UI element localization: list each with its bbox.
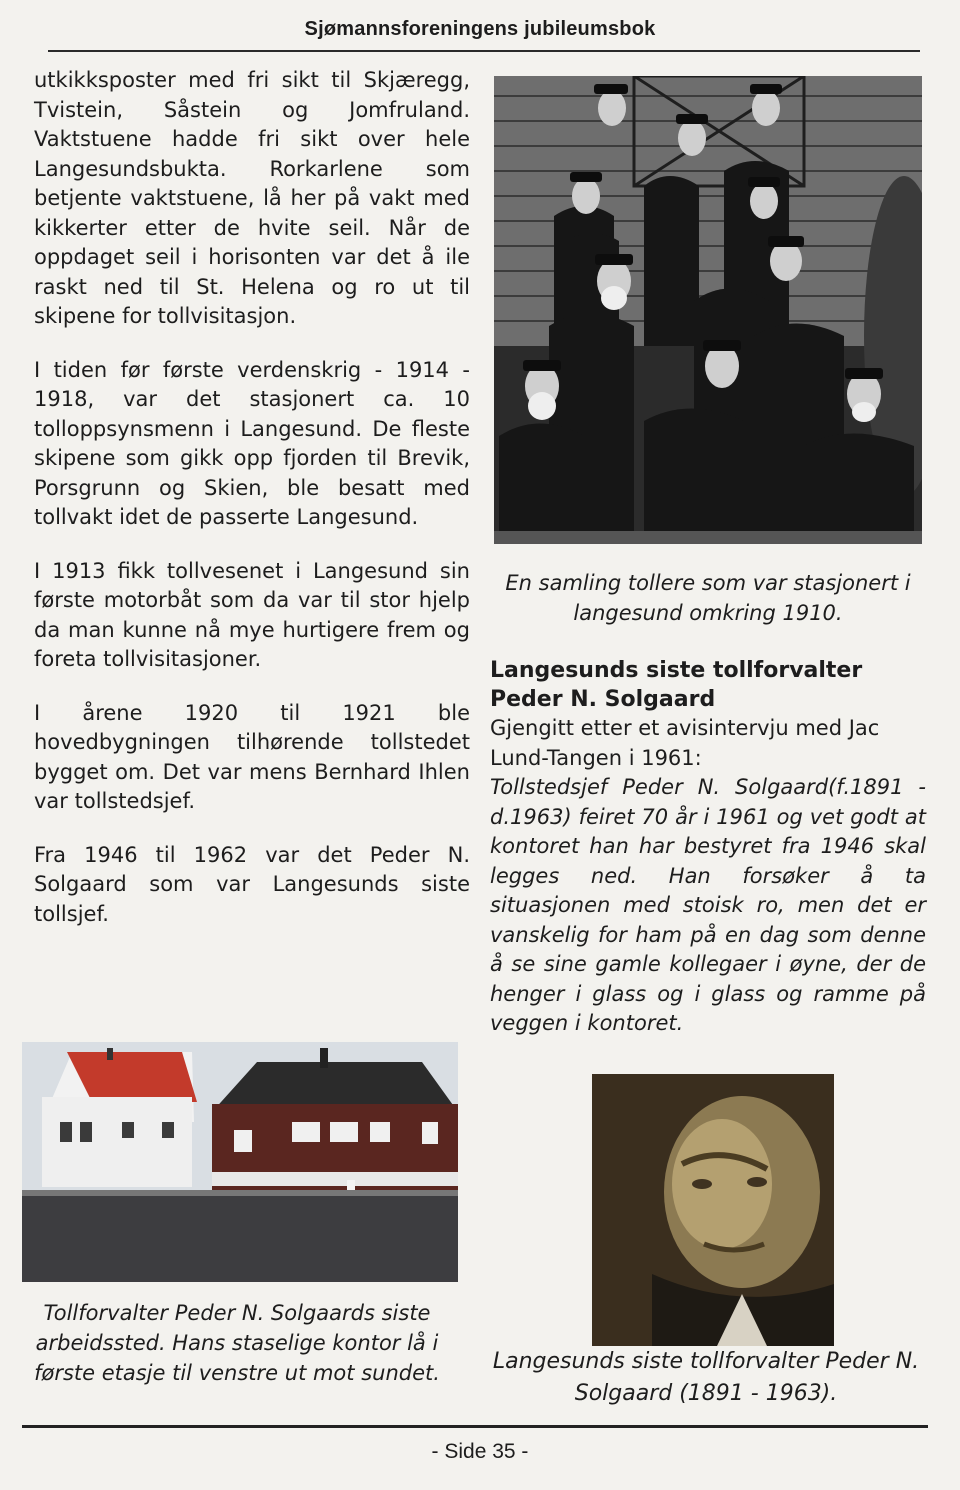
paragraph: I tiden før første verdenskrig - 1914 - 1918, var det stasjonert ca. 10 tolloppsynsmenn i Langesund. De fleste skipene som gikk opp fjorden til Brevik, Porsgrunn og Skien, ble besatt med tollvakt idet de passerte Langesund. — [34, 357, 470, 529]
portrait-photo-caption: Langesunds siste tollforvalter Peder N. Solgaard (1891 - 1963). — [492, 1349, 920, 1406]
footer-rule — [22, 1425, 928, 1428]
group-photo-caption: En samling tollere som var stasjonert i langesund omkring 1910. — [505, 571, 911, 625]
page-number: - Side 35 - — [431, 1440, 529, 1463]
paragraph: utkikksposter med fri sikt til Skjæregg, Tvistein, Såstein og Jomfruland. Vaktstuene hadde fri sikt over hele Langesundsbukta. Rorkarlene som betjente vaktstuene, lå her på vakt med kikkerter etter de hvite seil. Når de oppdaget seil i horisonten var det å ile raskt ned til St. Helena og ro ut til skipene for tollvisitasjon. — [34, 68, 470, 328]
right-column — [490, 656, 926, 1039]
header-rule — [48, 50, 920, 52]
running-header: Sjømannsforeningens jubileumsbok — [304, 18, 656, 40]
portrait-photo — [592, 1074, 834, 1346]
building-photo-caption: Tollforvalter Peder N. Solgaards siste arbeidssted. Hans staselige kontor lå i første etasje til venstre ut mot sundet. — [34, 1301, 440, 1385]
group-photo — [494, 76, 922, 544]
building-photo — [22, 1042, 458, 1282]
paragraph: I 1913 fikk tollvesenet i Langesund sin første motorbåt som da var til stor hjelp da man kunne nå mye hurtigere frem og foreta tollvisitasjoner. — [34, 558, 470, 671]
left-column — [34, 66, 470, 953]
section-heading: Langesunds siste tollforvalter Peder N. Solgaard — [490, 658, 863, 712]
paragraph: I årene 1920 til 1921 ble hovedbygningen tilhørende tollstedet bygget om. Det var mens Bernhard Ihlen var tollstedsjef. — [34, 700, 470, 813]
interview-quote: Tollstedsjef Peder N. Solgaard(f.1891 - d.1963) feiret 70 år i 1961 og vet godt at kontoret han har bestyret fra 1946 skal legges ned. Han forsøker å ta situasjonen med stoisk ro, men det er vanskelig for ham på en dag som denne å se sine gamle kollegaer i øyne, der de henger i glass og i glass og ramme på veggen i kontoret. — [490, 775, 926, 1035]
section-intro: Gjengitt etter et avisintervju med Jac Lund-Tangen i 1961: — [490, 716, 880, 770]
paragraph: Fra 1946 til 1962 var det Peder N. Solgaard som var Langesunds siste tollsjef. — [34, 842, 470, 926]
